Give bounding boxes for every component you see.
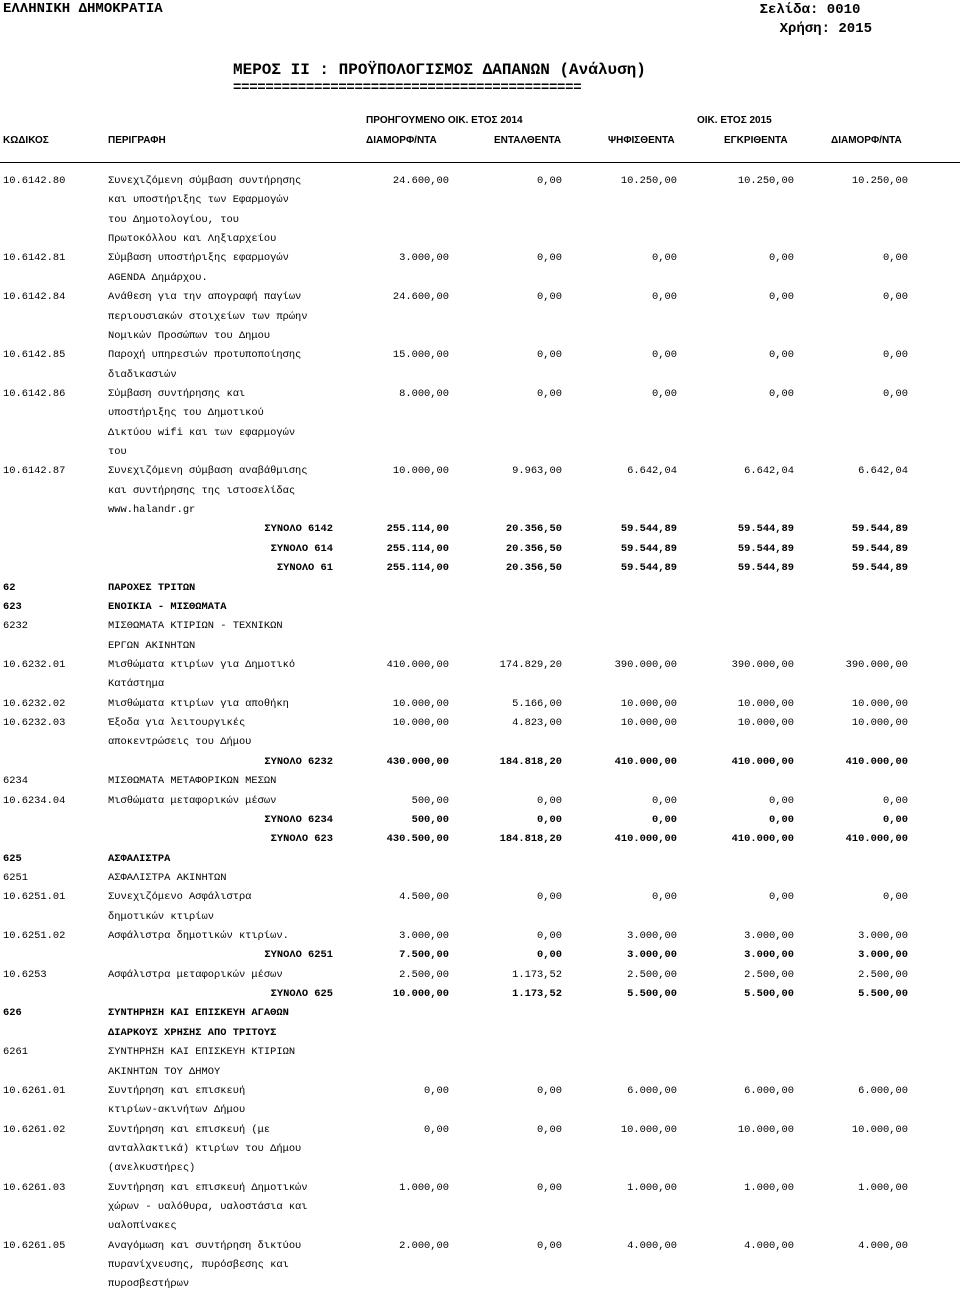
row-value: 10.000,00 [851,717,908,730]
group-row [0,1004,960,1023]
row-value: 0,00 [652,291,677,304]
row-description: Νομικών Προσώπων του Δημου [108,329,271,342]
row-description: ΑΣΦΑΛΙΣΤΡΑ ΑΚΙΝΗΤΩΝ [108,871,227,884]
row-value: 6.000,00 [744,1084,794,1097]
row-description: ΑΣΦΑΛΙΣΤΡΑ [108,852,171,865]
row-description: Μισθώματα μεταφορικών μέσων [108,794,277,807]
table-row [0,908,960,927]
row-code: 10.6261.01 [3,1084,66,1097]
row-description: Κατάστημα [108,678,165,691]
row-value: 4.823,00 [512,717,562,730]
column-group-previous-year: ΠΡΟΗΓΟΥΜΕΝΟ ΟΙΚ. ΕΤΟΣ 2014 [366,115,523,126]
subtotal-value: 0,00 [652,813,677,826]
subtotal-row [0,811,960,830]
row-value: 0,00 [769,794,794,807]
row-value: 0,00 [883,291,908,304]
column-diamorfonta-2015: ΔΙΑΜΟΡΦ/ΝΤΑ [831,135,902,146]
row-value: 0,00 [537,252,562,265]
row-description: πυρανίχνευσης, πυρόσβεσης και [108,1259,289,1272]
column-description: ΠΕΡΙΓΡΑΦΗ [108,135,166,146]
row-value: 4.500,00 [399,891,449,904]
row-value: 4.000,00 [858,1239,908,1252]
subtotal-label: ΣΥΝΟΛΟ 6142 [264,523,333,536]
subtotal-row [0,753,960,772]
table-row [0,366,960,385]
row-description: ΜΙΣΘΩΜΑΤΑ ΜΕΤΑΦΟΡΙΚΩΝ ΜΕΣΩΝ [108,775,277,788]
row-value: 10.000,00 [851,697,908,710]
row-description: του Δημοτολογίου, του [108,213,239,226]
column-diamorfonta-2014: ΔΙΑΜΟΡΦ/ΝΤΑ [366,135,437,146]
row-value: 9.963,00 [512,465,562,478]
row-code: 10.6251.02 [3,930,66,943]
table-row [0,327,960,346]
row-description: και συντήρησης της ιστοσελίδας [108,484,296,497]
row-value: 10.000,00 [737,1123,794,1136]
subtotal-value: 10.000,00 [392,988,449,1001]
row-code: 10.6142.85 [3,349,66,362]
row-value: 24.600,00 [392,175,449,187]
column-code: ΚΩΔΙΚΟΣ [3,135,49,146]
row-description: Συνεχιζόμενη σύμβαση αναβάθμισης [108,465,308,478]
fiscal-year: Χρήση: 2015 [779,21,872,37]
subtotal-value: 410.000,00 [845,755,908,768]
row-value: 10.000,00 [737,717,794,730]
table-row [0,501,960,520]
group-row [0,1024,960,1043]
subtotal-value: 59.544,89 [851,523,908,536]
row-value: 10.000,00 [620,1123,677,1136]
table-row [0,1140,960,1159]
subtotal-row [0,520,960,539]
table-row [0,714,960,733]
column-egkrithenta: ΕΓΚΡΙΘΕΝΤΑ [724,135,788,146]
row-value: 3.000,00 [399,930,449,943]
row-description: ΣΥΝΤΗΡΗΣΗ ΚΑΙ ΕΠΙΣΚΕΥΗ ΑΓΑΘΩΝ [108,1007,289,1020]
subtotal-label: ΣΥΝΟΛΟ 6234 [264,813,333,826]
subtotal-value: 255.114,00 [386,523,449,536]
subgroup-row [0,1063,960,1082]
row-value: 174.829,20 [499,658,562,671]
subgroup-row [0,869,960,888]
subtotal-value: 59.544,89 [737,542,794,555]
subtotal-row [0,985,960,1004]
row-value: 410.000,00 [386,658,449,671]
table-row [0,482,960,501]
row-description: Συνεχιζόμενη σύμβαση συντήρησης [108,175,302,187]
row-code: 10.6251.01 [3,891,66,904]
row-description: και υποστήριξης των Εφαρμογών [108,194,289,207]
row-code: 10.6232.03 [3,717,66,730]
row-code: 62 [3,581,16,594]
table-row [0,269,960,288]
country-header: ΕΛΛΗΝΙΚΗ ΔΗΜΟΚΡΑΤΙΑ [3,1,163,17]
row-value: 0,00 [883,387,908,400]
row-description: περιουσιακών στοιχείων των πρώην [108,310,308,323]
table-row [0,424,960,443]
row-value: 10.000,00 [737,697,794,710]
row-value: 10.000,00 [392,465,449,478]
row-value: 0,00 [769,891,794,904]
row-description: του [108,446,127,459]
row-value: 10.250,00 [620,175,677,187]
row-value: 0,00 [769,252,794,265]
row-value: 0,00 [883,252,908,265]
subtotal-value: 410.000,00 [731,755,794,768]
subgroup-row [0,617,960,636]
row-description: χώρων - υαλόθυρα, υαλοστάσια και [108,1201,308,1214]
subtotal-value: 0,00 [883,813,908,826]
table-row [0,1101,960,1120]
table-row [0,346,960,365]
row-value: 2.500,00 [399,968,449,981]
row-value: 1.000,00 [744,1181,794,1194]
row-value: 0,00 [537,387,562,400]
row-description: www.halandr.gr [108,504,196,517]
row-code: 10.6142.87 [3,465,66,478]
row-value: 10.000,00 [392,697,449,710]
row-value: 0,00 [883,794,908,807]
table-row [0,1237,960,1256]
row-value: 0,00 [652,794,677,807]
row-description: (ανελκυστήρες) [108,1162,196,1175]
row-description: ΕΝΟΙΚΙΑ - ΜΙΣΘΩΜΑΤΑ [108,600,227,613]
row-description: Παροχή υπηρεσιών προτυποποίησης [108,349,302,362]
subtotal-value: 59.544,89 [620,562,677,575]
table-row [0,792,960,811]
row-value: 3.000,00 [627,930,677,943]
row-description: πυροσβεστήρων [108,1278,190,1291]
subtotal-value: 20.356,50 [505,523,562,536]
subgroup-row [0,637,960,656]
table-row [0,695,960,714]
row-description: AGENDA Δημάρχου. [108,271,208,284]
row-description: Μισθώματα κτιρίων για αποθήκη [108,697,289,710]
table-row [0,1179,960,1198]
row-code: 10.6261.05 [3,1239,66,1252]
row-description: αποκεντρώσεις του Δήμου [108,736,252,749]
row-value: 10.000,00 [392,717,449,730]
row-description: Συντήρηση και επισκευή (με [108,1123,271,1136]
row-code: 10.6261.02 [3,1123,66,1136]
row-value: 0,00 [537,1181,562,1194]
subtotal-label: ΣΥΝΟΛΟ 6232 [264,755,333,768]
table-row [0,1159,960,1178]
row-value: 1.000,00 [858,1181,908,1194]
row-value: 0,00 [769,349,794,362]
table-row [0,733,960,752]
row-description: διαδικασιών [108,368,177,381]
subtotal-value: 0,00 [537,949,562,962]
page-number: Σελίδα: 0010 [759,2,861,18]
header-divider [0,162,960,163]
row-value: 1.173,52 [512,968,562,981]
row-value: 0,00 [652,387,677,400]
title-underline: =========================================== [233,80,582,96]
row-description: Μισθώματα κτιρίων για Δημοτικό [108,658,296,671]
row-code: 6234 [3,775,28,788]
row-code: 626 [3,1007,22,1020]
row-value: 0,00 [652,349,677,362]
table-row [0,191,960,210]
subtotal-value: 410.000,00 [731,833,794,846]
row-code: 6261 [3,1046,28,1059]
subtotal-value: 255.114,00 [386,562,449,575]
row-code: 6232 [3,620,28,633]
row-description: Σύμβαση υποστήριξης εφαρμογών [108,252,289,265]
row-value: 0,00 [883,891,908,904]
row-code: 10.6234.04 [3,794,66,807]
row-value: 0,00 [652,891,677,904]
row-description: δημοτικών κτιρίων [108,910,215,923]
row-code: 10.6142.81 [3,252,66,265]
subtotal-value: 5.500,00 [744,988,794,1001]
subtotal-value: 3.000,00 [744,949,794,962]
subtotal-value: 3.000,00 [627,949,677,962]
table-row [0,1121,960,1140]
subtotal-value: 59.544,89 [851,562,908,575]
subtotal-value: 500,00 [411,813,449,826]
row-description: Έξοδα για λειτουργικές [108,717,246,730]
subtotal-label: ΣΥΝΟΛΟ 623 [270,833,333,846]
table-row [0,462,960,481]
subtotal-value: 59.544,89 [620,523,677,536]
row-description: Δικτύου wifi και των εφαρμογών [108,426,296,439]
row-description: Συνεχιζόμενο Ασφάλιστρα [108,891,252,904]
group-row [0,579,960,598]
row-value: 0,00 [769,291,794,304]
row-value: 390.000,00 [614,658,677,671]
table-row [0,1256,960,1275]
row-description: Ασφάλιστρα δημοτικών κτιρίων. [108,930,289,943]
row-value: 0,00 [537,1123,562,1136]
row-description: Συντήρηση και επισκευή Δημοτικών [108,1181,308,1194]
subtotal-label: ΣΥΝΟΛΟ 614 [270,542,333,555]
row-value: 5.166,00 [512,697,562,710]
row-value: 6.642,04 [744,465,794,478]
subtotal-value: 59.544,89 [620,542,677,555]
row-value: 0,00 [537,794,562,807]
page-info [760,1,872,39]
row-value: 24.600,00 [392,291,449,304]
table-row [0,385,960,404]
row-value: 0,00 [424,1084,449,1097]
row-value: 6.000,00 [627,1084,677,1097]
row-description: ανταλλακτικά) κτιρίων του Δήμου [108,1142,302,1155]
table-row [0,404,960,423]
subtotal-value: 410.000,00 [845,833,908,846]
row-description: Αναγόμωση και συντήρηση δικτύου [108,1239,302,1252]
table-row [0,288,960,307]
row-description: ΣΥΝΤΗΡΗΣΗ ΚΑΙ ΕΠΙΣΚΕΥΗ ΚΤΙΡΙΩΝ [108,1046,296,1059]
row-value: 10.000,00 [851,1123,908,1136]
subtotal-label: ΣΥΝΟΛΟ 6251 [264,949,333,962]
row-value: 500,00 [411,794,449,807]
subtotal-label: ΣΥΝΟΛΟ 625 [270,988,333,1001]
table-row [0,249,960,268]
row-description: υποστήριξης του Δημοτικού [108,407,264,420]
row-code: 10.6142.86 [3,387,66,400]
row-value: 0,00 [652,252,677,265]
row-description: ΕΡΓΩΝ ΑΚΙΝΗΤΩΝ [108,639,196,652]
subtotal-value: 59.544,89 [851,542,908,555]
row-value: 10.250,00 [851,175,908,187]
row-value: 390.000,00 [731,658,794,671]
subtotal-value: 410.000,00 [614,755,677,768]
column-group-current-year: ΟΙΚ. ΕΤΟΣ 2015 [697,115,772,126]
row-value: 4.000,00 [627,1239,677,1252]
subtotal-value: 3.000,00 [858,949,908,962]
row-code: 623 [3,600,22,613]
subtotal-value: 410.000,00 [614,833,677,846]
table-row [0,927,960,946]
column-psifisthenta: ΨΗΦΙΣΘΕΝΤΑ [608,135,675,146]
subtotal-label: ΣΥΝΟΛΟ 61 [276,562,333,575]
row-value: 6.642,04 [627,465,677,478]
row-value: 1.000,00 [627,1181,677,1194]
subtotal-value: 184.818,20 [499,833,562,846]
row-description: Συντήρηση και επισκευή [108,1084,246,1097]
table-row [0,1198,960,1217]
row-value: 3.000,00 [858,930,908,943]
subtotal-value: 59.544,89 [737,523,794,536]
table-row [0,656,960,675]
subtotal-value: 5.500,00 [627,988,677,1001]
table-row [0,888,960,907]
subgroup-row [0,1043,960,1062]
table-row [0,966,960,985]
row-code: 10.6142.80 [3,175,66,187]
row-description: ΠΑΡΟΧΕΣ ΤΡΙΤΩΝ [108,581,196,594]
row-value: 0,00 [537,891,562,904]
row-value: 15.000,00 [392,349,449,362]
row-value: 2.500,00 [858,968,908,981]
row-value: 0,00 [537,175,562,187]
table-row [0,1217,960,1236]
row-value: 2.000,00 [399,1239,449,1252]
subtotal-value: 7.500,00 [399,949,449,962]
subtotal-value: 255.114,00 [386,542,449,555]
row-value: 6.000,00 [858,1084,908,1097]
row-value: 0,00 [769,387,794,400]
budget-table [0,172,960,1295]
row-description: κτιρίων-ακινήτων Δήμου [108,1104,246,1117]
row-description: Ασφάλιστρα μεταφορικών μέσων [108,968,283,981]
row-value: 0,00 [537,1239,562,1252]
column-entalthenta: ΕΝΤΑΛΘΕΝΤΑ [494,135,562,146]
row-value: 390.000,00 [845,658,908,671]
subtotal-value: 0,00 [769,813,794,826]
table-row [0,1082,960,1101]
table-row [0,230,960,249]
row-description: ΜΙΣΘΩΜΑΤΑ ΚΤΙΡΙΩΝ - ΤΕΧΝΙΚΩΝ [108,620,283,633]
row-description: ΔΙΑΡΚΟΥΣ ΧΡΗΣΗΣ ΑΠΟ ΤΡΙΤΟΥΣ [108,1026,277,1039]
row-value: 3.000,00 [744,930,794,943]
table-row [0,308,960,327]
row-value: 0,00 [537,349,562,362]
table-row [0,675,960,694]
row-description: Ανάθεση για την απογραφή παγίων [108,291,302,304]
row-value: 0,00 [883,349,908,362]
subtotal-value: 5.500,00 [858,988,908,1001]
row-value: 1.000,00 [399,1181,449,1194]
subtotal-value: 20.356,50 [505,542,562,555]
row-value: 10.250,00 [737,175,794,187]
table-row [0,1275,960,1294]
table-row [0,443,960,462]
subtotal-row [0,830,960,849]
subtotal-value: 0,00 [537,813,562,826]
subtotal-row [0,540,960,559]
subtotal-row [0,946,960,965]
row-value: 4.000,00 [744,1239,794,1252]
row-description: υαλοπίνακες [108,1220,177,1233]
row-description: ΑΚΙΝΗΤΩΝ ΤΟΥ ΔΗΜΟΥ [108,1065,221,1078]
row-value: 0,00 [537,291,562,304]
row-code: 10.6261.03 [3,1181,66,1194]
row-code: 625 [3,852,22,865]
row-value: 0,00 [537,1084,562,1097]
row-code: 6251 [3,871,28,884]
row-value: 10.000,00 [620,717,677,730]
row-code: 10.6232.02 [3,697,66,710]
subtotal-value: 1.173,52 [512,988,562,1001]
row-value: 0,00 [537,930,562,943]
subtotal-value: 59.544,89 [737,562,794,575]
row-value: 2.500,00 [744,968,794,981]
row-value: 6.642,04 [858,465,908,478]
row-code: 10.6142.84 [3,291,66,304]
row-description: Πρωτοκόλλου και Ληξιαρχείου [108,233,277,246]
page-title: ΜΕΡΟΣ ΙΙ : ΠΡΟΫΠΟΛΟΓΙΣΜΟΣ ΔΑΠΑΝΩΝ (Ανάλυση) [233,61,646,79]
subtotal-value: 430.000,00 [386,755,449,768]
row-code: 10.6253 [3,968,47,981]
row-value: 10.000,00 [620,697,677,710]
subtotal-value: 430.500,00 [386,833,449,846]
row-value: 8.000,00 [399,387,449,400]
row-value: 3.000,00 [399,252,449,265]
row-value: 0,00 [424,1123,449,1136]
group-row [0,598,960,617]
subtotal-row [0,559,960,578]
subgroup-row [0,772,960,791]
table-row [0,211,960,230]
row-code: 10.6232.01 [3,658,66,671]
group-row [0,850,960,869]
subtotal-value: 184.818,20 [499,755,562,768]
row-value: 2.500,00 [627,968,677,981]
table-row [0,172,960,191]
subtotal-value: 20.356,50 [505,562,562,575]
row-description: Σύμβαση συντήρησης και [108,387,246,400]
